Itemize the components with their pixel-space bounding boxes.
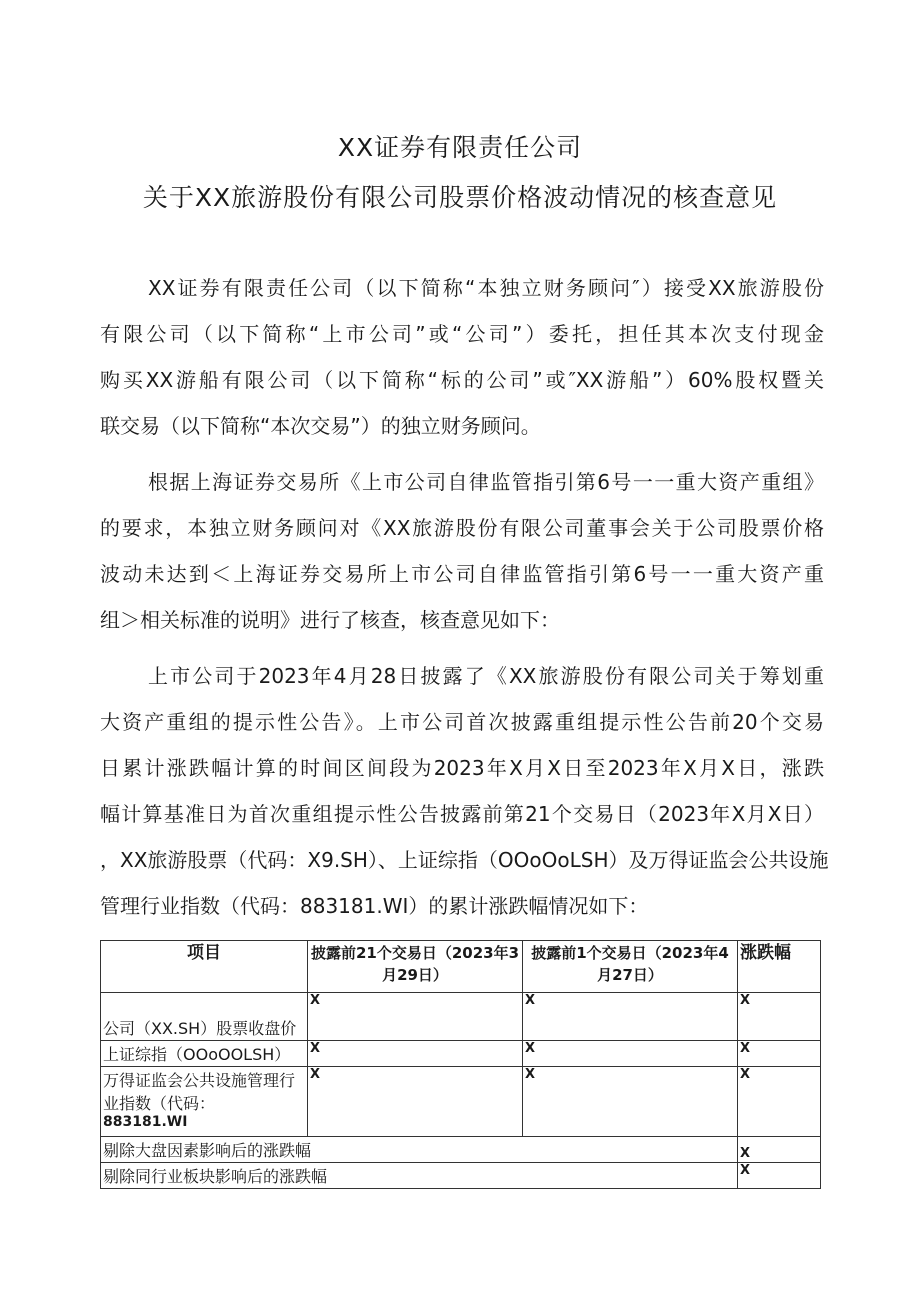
row-label-code: 883181.WI (103, 1114, 188, 1130)
row-label: 剔除同行业板块影响后的涨跌幅 (101, 1163, 738, 1189)
paragraph-disclosure (100, 656, 829, 932)
text-line: 日累计涨跌幅计算的时间区间段为2023年X月X日至2023年X月X日，涨跌 (100, 756, 824, 780)
text-line: 联交易（以下简称“本次交易”）的独立财务顾问。 (100, 414, 541, 438)
text-line: 的要求，本独立财务顾问对《XX旅游股份有限公司董事会关于公司股票价格 (100, 516, 824, 540)
cell-value: X (523, 1067, 738, 1137)
header-item: 项目 (101, 941, 308, 993)
table-row (101, 993, 821, 1041)
text-line: 波动未达到＜上海证券交易所上市公司自律监管指引第6号一一重大资产重 (100, 562, 824, 586)
cell-value: X (308, 1041, 523, 1067)
header-1-day-before: 披露前1个交易日（2023年4月27日） (523, 941, 738, 993)
text-line: 有限公司（以下简称“上市公司”或“公司”）委托，担任其本次支付现金 (100, 322, 824, 346)
header-change: 涨跌幅 (738, 941, 821, 993)
table-row (101, 1137, 821, 1163)
row-label: 剔除大盘因素影响后的涨跌幅 (101, 1137, 738, 1163)
title-company: XX证券有限责任公司 (337, 133, 583, 162)
cell-value: X (523, 1041, 738, 1067)
text-line: 管理行业指数（代码：883181.WI）的累计涨跌幅情况如下： (100, 894, 649, 918)
price-change-table (100, 940, 821, 1189)
text-line: 根据上海证券交易所《上市公司自律监管指引第6号一一重大资产重组》 (148, 470, 824, 494)
row-label (101, 1067, 308, 1137)
row-label: 公司（XX.SH）股票收盘价 (101, 993, 308, 1041)
row-label-text: 万得证监会公共设施管理行业指数（代码： (103, 1071, 296, 1113)
cell-value: X (523, 993, 738, 1041)
paragraph-basis (100, 462, 824, 646)
row-label: 上证综指（OOoOOLSH） (101, 1041, 308, 1067)
table-row (101, 1041, 821, 1067)
text-line: 大资产重组的提示性公告》。上市公司首次披露重组提示性公告前20个交易 (100, 710, 824, 734)
cell-value: X (308, 993, 523, 1041)
text-line: XX证券有限责任公司（以下简称“本独立财务顾问″）接受XX旅游股份 (148, 276, 824, 300)
header-21-days-before: 披露前21个交易日（2023年3月29日） (308, 941, 523, 993)
table-header-row (101, 941, 821, 993)
cell-value: X (738, 1041, 821, 1067)
table-row (101, 1163, 821, 1189)
text-line: 组＞相关标准的说明》进行了核查，核查意见如下： (100, 608, 560, 632)
text-line: 购买XX游船有限公司（以下简称“标的公司”或″XX游船”）60%股权暨关 (100, 368, 824, 392)
cell-value: X (308, 1067, 523, 1137)
table-row (101, 1067, 821, 1137)
text-line: ，XX旅游股票（代码：X9.SH）、上证综指（OOoOoLSH）及万得证监会公共设施 (100, 848, 829, 872)
paragraph-intro (100, 268, 824, 452)
cell-value: X (738, 1067, 821, 1137)
text-line: 上市公司于2023年4月28日披露了《XX旅游股份有限公司关于筹划重 (148, 664, 824, 688)
cell-value: X (738, 993, 821, 1041)
title-subject: 关于XX旅游股份有限公司股票价格波动情况的核查意见 (142, 183, 778, 212)
cell-value: X (738, 1163, 821, 1189)
cell-value: X (738, 1137, 821, 1163)
text-line: 幅计算基准日为首次重组提示性公告披露前第21个交易日（2023年X月X日） (100, 802, 824, 826)
